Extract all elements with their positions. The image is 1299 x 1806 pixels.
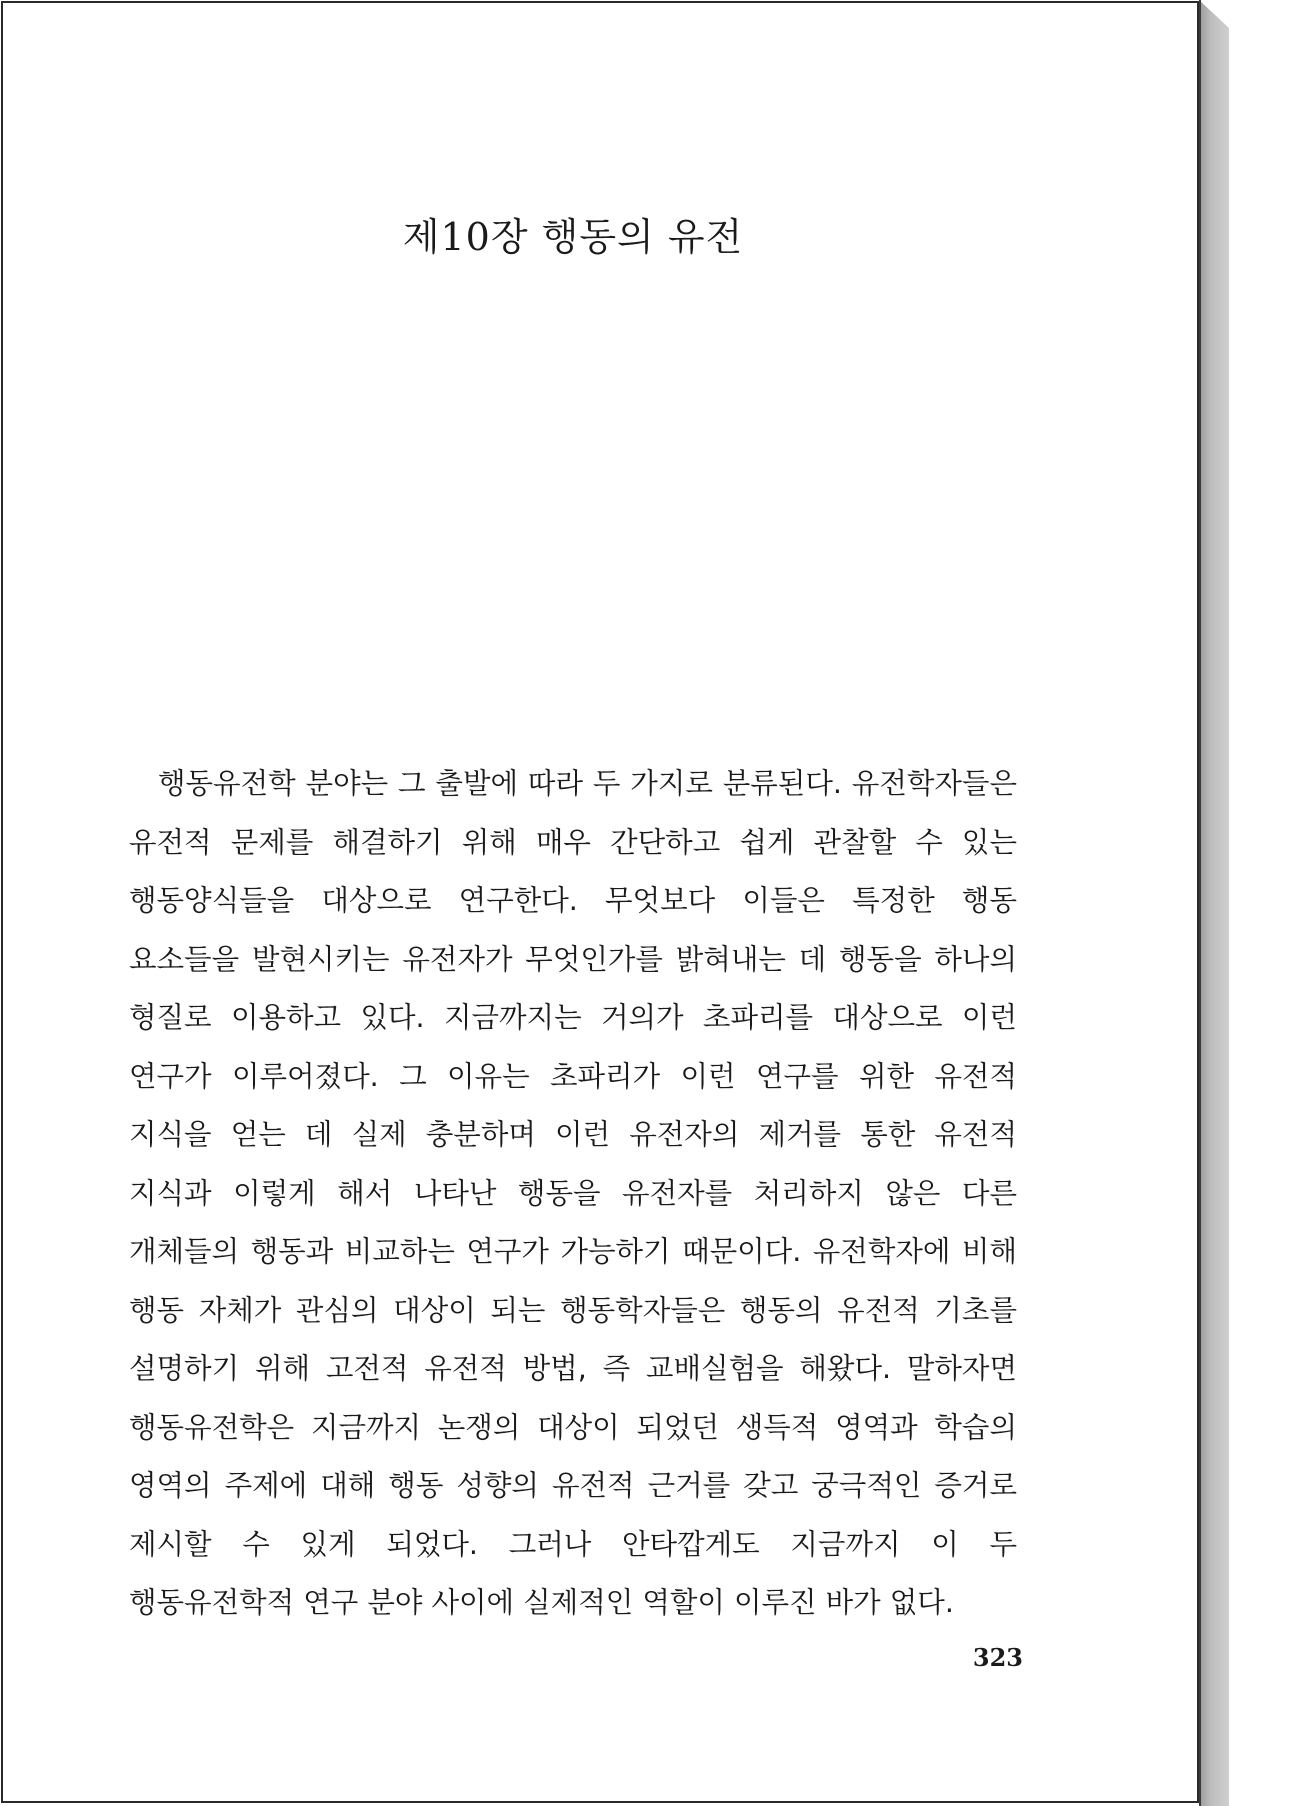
book-page: [1, 1, 1199, 1803]
page-edge: [1199, 0, 1229, 1806]
chapter-title: 제10장 행동의 유전: [402, 215, 744, 259]
page-number: 323: [972, 1643, 1023, 1672]
page-edge-line: [1199, 0, 1201, 1806]
body-paragraph: 행동유전학 분야는 그 출발에 따라 두 가지로 분류된다. 유전학자들은 유전적 문제를 해결하기 위해 매우 간단하고 쉽게 관찰할 수 있는 행동양식들을 대상으로 연구한다. 무엇보다 이들은 특정한 행동 요소들을 발현시키는 유전자가 무엇인가를 밝혀내는 데 행동을 하나의 형질로 이용하고 있다. 지금까지는 거의가 초파리를 대상으로 이런 연구가 이루어졌다. 그 이유는 초파리가 이런 연구를 위한 유전적 지식을 얻는 데 실제 충분하며 이런 유전자의 제거를 통한 유전적 지식과 이렇게 해서 나타난 행동을 유전자를 처리하지 않은 다른 개체들의 행동과 비교하는 연구가 가능하기 때문이다. 유전학자에 비해 행동 자체가 관심의 대상이 되는 행동학자들은 행동의 유전적 기초를 설명하기 위해 고전적 유전적 방법, 즉 교배실험을 해왔다. 말하자면 행동유전학은 지금까지 논쟁의 대상이 되었던 생득적 영역과 학습의 영역의 주제에 대해 행동 성향의 유전적 근거를 갖고 궁극적인 증거로 제시할 수 있게 되었다. 그러나 안타깝게도 지금까지 이 두 행동유전학적 연구 분야 사이에 실제적인 역할이 이루진 바가 없다.: [129, 767, 1017, 1619]
